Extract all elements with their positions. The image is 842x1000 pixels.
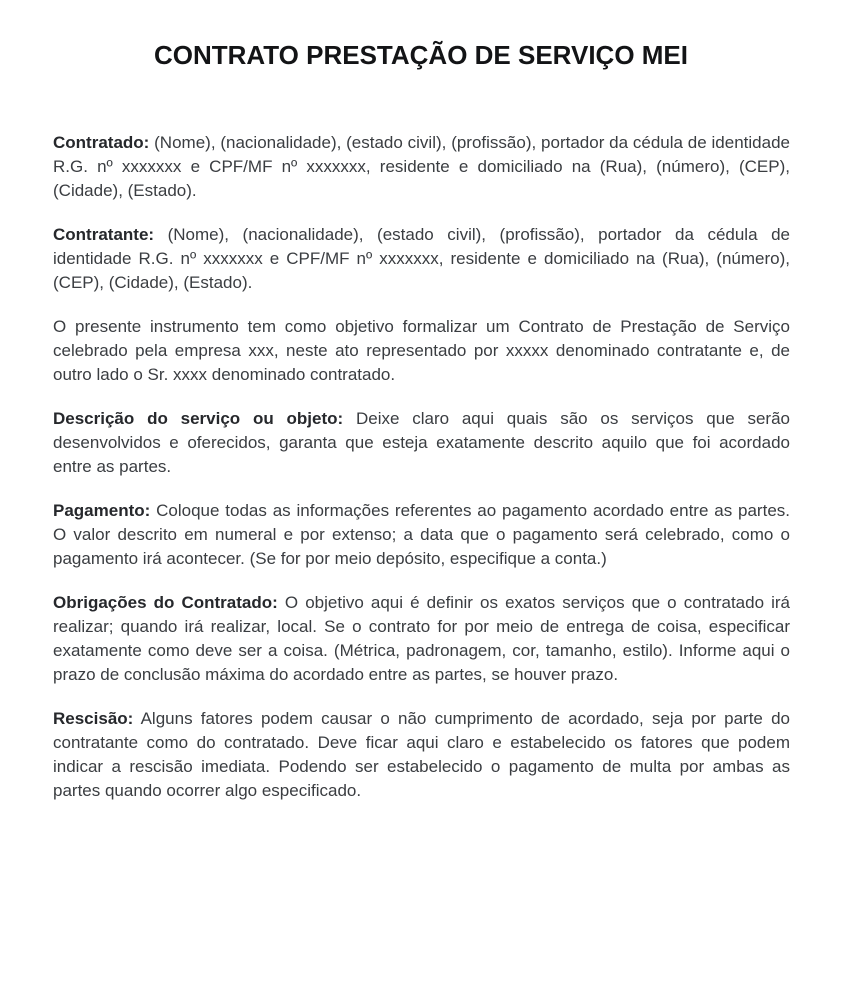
- document-body: [0, 131, 842, 803]
- contract-document-page: [0, 40, 842, 1000]
- paragraph-label-contratado: Contratado:: [53, 133, 150, 152]
- paragraph-pagamento: [53, 499, 790, 571]
- paragraph-label-descricao-servico: Descrição do serviço ou objeto:: [53, 409, 344, 428]
- paragraph-label-obrigacoes: Obrigações do Contratado:: [53, 593, 278, 612]
- paragraph-text-obrigacoes: O objetivo aqui é definir os exatos serviços que o contratado irá realizar; quando irá realizar, local. Se o contrato for por meio de entrega de coisa, especificar exatamente como deve ser a coisa. (Métrica, padronagem, cor, tamanho, estilo). Informe aqui o prazo de conclusão máxima do acordado entre as partes, se houver prazo.: [53, 593, 791, 684]
- paragraph-contratante: [53, 223, 790, 295]
- paragraph-label-contratante: Contratante:: [53, 225, 155, 244]
- paragraph-text-contratado: (Nome), (nacionalidade), (estado civil), (profissão), portador da cédula de identidade R.G. nº xxxxxxx e CPF/MF nº xxxxxxx, residente e domiciliado na (Rua), (número), (CEP), (Cidade), (Estado).: [53, 133, 790, 200]
- paragraph-text-pagamento: Coloque todas as informações referentes ao pagamento acordado entre as partes. O valor descrito em numeral e por extenso; a data que o pagamento será celebrado, como o pagamento irá acontecer. (Se for por meio depósito, especifique a conta.): [53, 501, 790, 568]
- paragraph-rescisao: [53, 707, 790, 803]
- paragraph-contratado: [53, 131, 790, 203]
- paragraph-label-pagamento: Pagamento:: [53, 501, 151, 520]
- paragraph-text-contratante: (Nome), (nacionalidade), (estado civil), (profissão), portador da cédula de identidade R.G. nº xxxxxxx e CPF/MF nº xxxxxxx, residente e domiciliado na (Rua), (número), (CEP), (Cidade), (Estado).: [53, 225, 790, 292]
- paragraph-text-objetivo: O presente instrumento tem como objetivo formalizar um Contrato de Prestação de Serviço celebrado pela empresa xxx, neste ato representado por xxxxx denominado contratante e, de outro lado o Sr. xxxx denominado contratado.: [53, 317, 790, 384]
- paragraph-objetivo: [53, 315, 790, 387]
- paragraph-descricao-servico: [53, 407, 790, 479]
- document-title: CONTRATO PRESTAÇÃO DE SERVIÇO MEI: [153, 40, 688, 70]
- paragraph-label-rescisao: Rescisão:: [53, 709, 134, 728]
- paragraph-obrigacoes: [53, 591, 790, 687]
- paragraph-text-descricao-servico: Deixe claro aqui quais são os serviços que serão desenvolvidos e oferecidos, garanta que esteja exatamente descrito aquilo que foi acordado entre as partes.: [53, 409, 790, 476]
- paragraph-text-rescisao: Alguns fatores podem causar o não cumprimento de acordado, seja por parte do contratante como do contratado. Deve ficar aqui claro e estabelecido os fatores que podem indicar a rescisão imediata. Podendo ser estabelecido o pagamento de multa por ambas as partes quando ocorrer algo especificado.: [53, 709, 790, 800]
